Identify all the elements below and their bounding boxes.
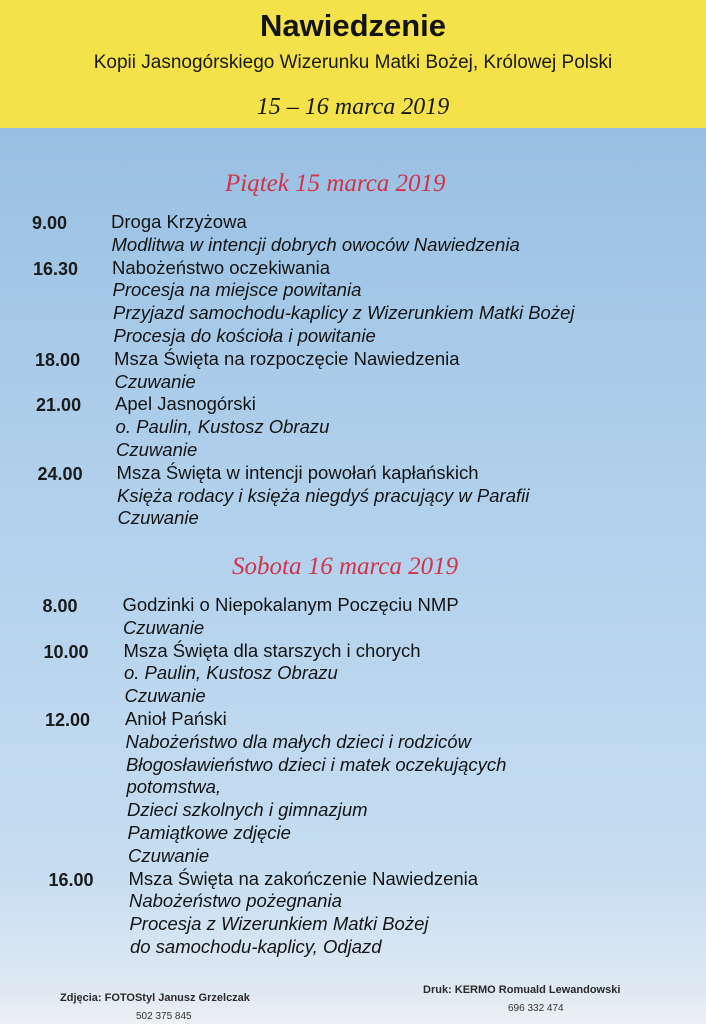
schedule-line: Księża rodacy i księża niegdyś pracujący w Parafii <box>117 484 530 506</box>
time-label: 12.00 <box>44 710 90 730</box>
time-label: 21.00 <box>36 395 82 416</box>
schedule-line: Czuwanie <box>114 370 196 392</box>
schedule-line: potomstwa, <box>126 776 222 798</box>
time-label: 18.00 <box>35 349 81 370</box>
schedule-line: Msza Święta w intencji powołań kapłańskich <box>116 461 479 483</box>
schedule-line: Czuwanie <box>117 507 199 529</box>
time-label: 8.00 <box>42 596 78 616</box>
time-label: 16.30 <box>33 258 79 279</box>
schedule-line: Przyjazd samochodu-kaplicy z Wizerunkiem Matki Bożej <box>113 302 575 324</box>
schedule-line: Msza Święta na rozpoczęcie Nawiedzenia <box>114 347 460 369</box>
schedule-line: Nabożeństwo pożegnania <box>128 890 342 912</box>
schedule-line: o. Paulin, Kustosz Obrazu <box>115 416 330 438</box>
footer-print-credit: Druk: KERMO Romuald Lewandowski <box>423 984 621 996</box>
page-subtitle: Kopii Jasnogórskiego Wizerunku Matki Bożej, Królowej Polski <box>93 52 613 73</box>
schedule-line: Nabożeństwo oczekiwania <box>112 256 331 278</box>
schedule-line: Apel Jasnogórski <box>115 393 256 415</box>
day-heading-saturday: Sobota 16 marca 2019 <box>232 553 459 580</box>
schedule-line: Msza Święta dla starszych i chorych <box>123 639 421 661</box>
schedule-line: Nabożeństwo dla małych dzieci i rodziców <box>125 730 471 752</box>
schedule-line: Modlitwa w intencji dobrych owoców Nawiedzenia <box>111 233 520 255</box>
schedule-line: Czuwanie <box>124 685 206 707</box>
footer-photos-phone: 502 375 845 <box>136 1011 192 1022</box>
footer-print-phone: 696 332 474 <box>508 1003 564 1014</box>
schedule-line: Czuwanie <box>122 616 205 638</box>
schedule-line: Droga Krzyżowa <box>111 211 247 232</box>
event-dates: 15 – 16 marca 2019 <box>256 94 450 120</box>
schedule-line: Procesja na miejsce powitania <box>112 279 362 301</box>
time-label: 9.00 <box>32 213 68 233</box>
schedule-line: Godzinki o Niepokalanym Poczęciu NMP <box>122 594 459 615</box>
schedule-line: Procesja do kościoła i powitanie <box>113 325 376 346</box>
schedule-line: Czuwanie <box>127 844 210 866</box>
schedule-line: o. Paulin, Kustosz Obrazu <box>123 662 338 684</box>
time-label: 16.00 <box>48 869 94 890</box>
day-heading-friday: Piątek 15 marca 2019 <box>225 170 446 197</box>
page-title: Nawiedzenie <box>259 8 447 43</box>
footer-photos-credit: Zdjęcia: FOTOStyl Janusz Grzelczak <box>60 992 250 1004</box>
schedule-line: Czuwanie <box>116 439 198 460</box>
schedule-line: Procesja z Wizerunkiem Matki Bożej <box>129 913 429 935</box>
header-banner <box>0 0 706 128</box>
schedule-line: do samochodu-kaplicy, Odjazd <box>129 936 382 957</box>
schedule-line: Dzieci szkolnych i gimnazjum <box>126 799 368 821</box>
schedule-line: Msza Święta na zakończenie Nawiedzenia <box>128 867 479 889</box>
schedule-line: Pamiątkowe zdjęcie <box>127 822 291 843</box>
time-label: 24.00 <box>37 463 83 484</box>
schedule-line: Anioł Pański <box>124 708 227 729</box>
schedule-line: Błogosławieństwo dzieci i matek oczekujących <box>125 753 507 775</box>
time-label: 10.00 <box>43 641 89 662</box>
